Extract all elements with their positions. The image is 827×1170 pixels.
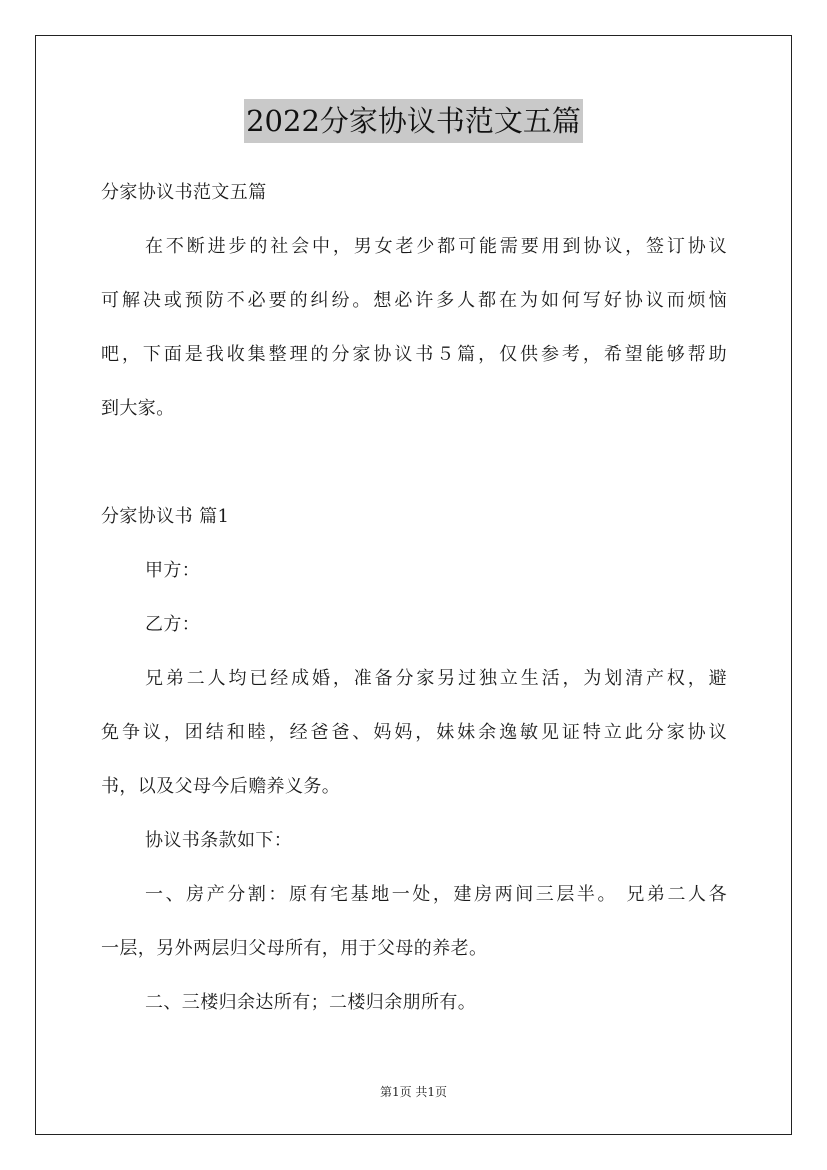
body-line: 兄弟二人均已经成婚，准备分家另过独立生活，为划清产权，避: [145, 668, 727, 689]
section-heading: 分家协议书 篇1: [101, 506, 230, 527]
party-b-label: 乙方：: [145, 614, 201, 635]
terms-intro: 协议书条款如下：: [145, 830, 293, 851]
intro-line: 在不断进步的社会中，男女老少都可能需要用到协议，签订协议: [145, 236, 727, 257]
document-subtitle: 分家协议书范文五篇: [101, 182, 267, 203]
body-line: 免争议，团结和睦，经爸爸、妈妈，妹妹余逸敏见证特立此分家协议: [101, 722, 727, 743]
party-a-label: 甲方：: [145, 560, 201, 581]
clause-line: 一层，另外两层归父母所有，用于父母的养老。: [101, 938, 488, 959]
body-line: 书，以及父母今后赡养义务。: [101, 776, 341, 797]
clause-line: 一、房产分割：原有宅基地一处，建房两间三层半。 兄弟二人各: [145, 884, 727, 905]
title-block: [0, 99, 827, 143]
page-footer: 第1页 共1页: [379, 1085, 448, 1099]
document-body: [101, 166, 727, 1030]
spacer: [101, 436, 727, 490]
intro-line: 到大家。: [101, 398, 175, 419]
intro-line: 可解决或预防不必要的纠纷。想必许多人都在为如何写好协议而烦恼: [101, 290, 727, 311]
clause-line: 二、三楼归余达所有；二楼归余朋所有。: [145, 992, 477, 1013]
intro-line: 吧，下面是我收集整理的分家协议书５篇，仅供参考，希望能够帮助: [101, 344, 727, 365]
document-title: 2022分家协议书范文五篇: [244, 99, 583, 143]
